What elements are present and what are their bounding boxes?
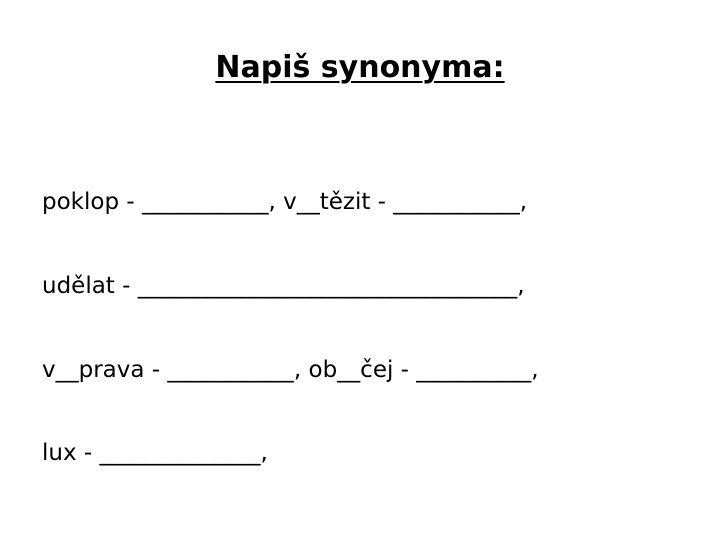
exercise-line-1: poklop - ___________, v__tězit - ___________, — [42, 189, 528, 215]
exercise-line-4: lux - ______________, — [42, 440, 268, 466]
exercise-line-3: v__prava - ___________, ob__čej - __________, — [42, 357, 539, 383]
worksheet-title — [0, 46, 720, 90]
title-text: Napiš synonyma: — [215, 50, 505, 85]
exercise-line-2: udělat - _________________________________, — [42, 273, 525, 299]
